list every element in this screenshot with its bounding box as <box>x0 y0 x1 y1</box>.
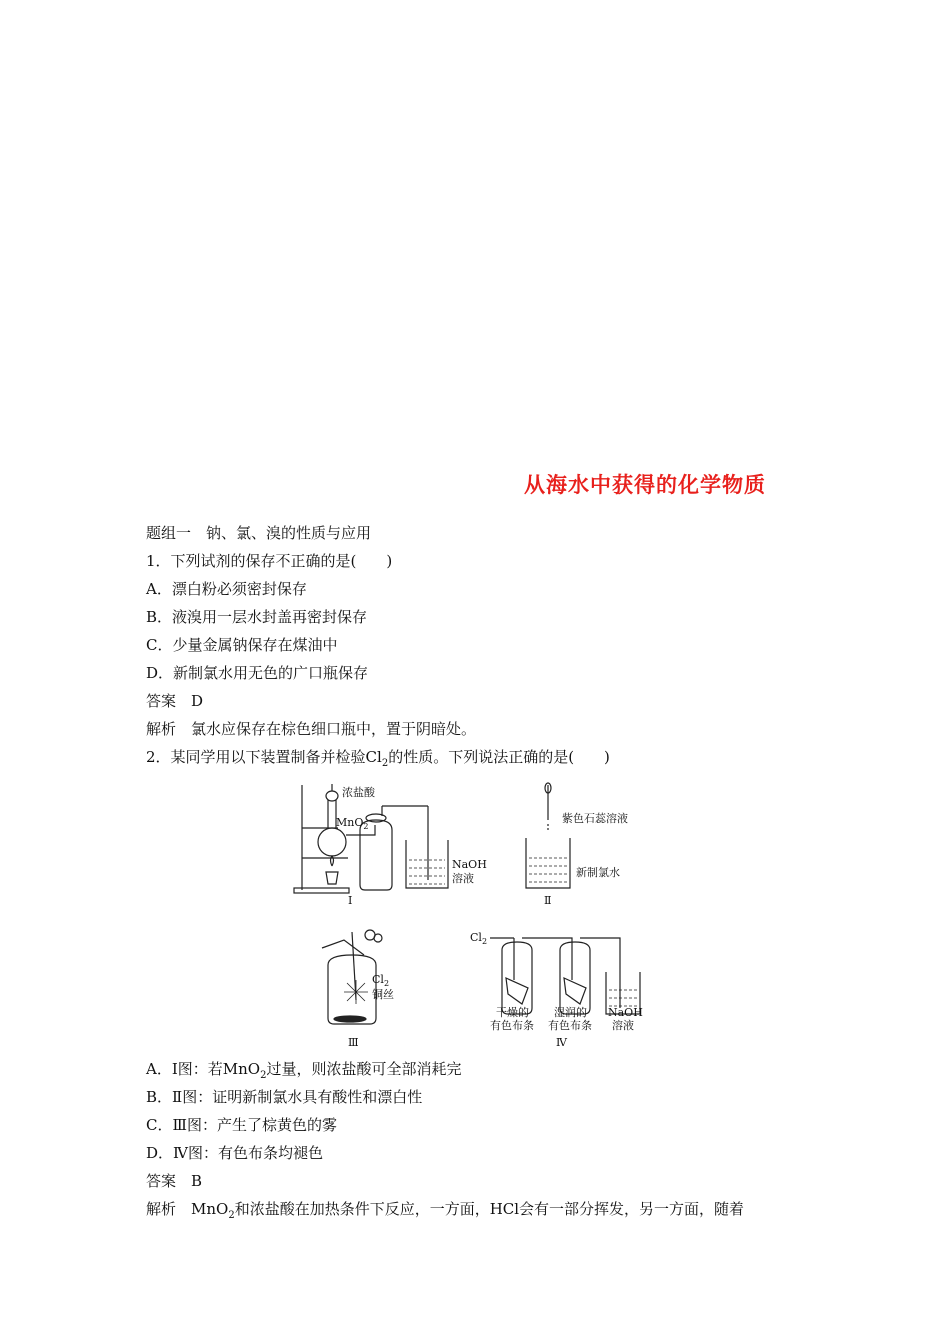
label-naoh-2b: 溶液 <box>612 1019 634 1032</box>
label-fig-2: Ⅱ <box>544 894 552 907</box>
glass-plate <box>322 940 364 955</box>
burning-sparks <box>344 980 368 1004</box>
q2-stem: 2．某同学用以下装置制备并检验$Cl_2$的性质。下列说法正确的是( ) <box>146 748 610 769</box>
stopper-1 <box>366 814 386 822</box>
q2-answer: 答案 B <box>146 1172 203 1190</box>
section-heading: 题组一 钠、氯、溴的性质与应用 <box>146 524 372 542</box>
beaker-2 <box>526 838 570 888</box>
alcohol-lamp <box>326 872 338 884</box>
apparatus-diagram <box>290 780 660 1050</box>
label-naoh-2: NaOH <box>608 1006 643 1019</box>
label-litmus: 紫色石蕊溶液 <box>562 812 628 825</box>
dry-cloth-strip <box>506 978 528 1004</box>
page-title: 从海水中获得的化学物质 <box>524 473 766 497</box>
q1-option-a: A．漂白粉必须密封保存 <box>146 580 307 598</box>
q2-option-c: C．Ⅲ图：产生了棕黄色的雾 <box>146 1116 337 1134</box>
gas-jar-3 <box>328 955 376 1024</box>
label-wet-a: 湿润的 <box>554 1006 587 1019</box>
q1-option-b: B．液溴用一层水封盖再密封保存 <box>146 608 368 626</box>
label-hydrochloric-acid: 浓盐酸 <box>342 786 375 799</box>
q2-option-b: B．Ⅱ图：证明新制氯水具有酸性和漂白性 <box>146 1088 423 1106</box>
q1-stem: 1．下列试剂的保存不正确的是( ) <box>146 552 393 570</box>
label-dry-a: 干燥的 <box>496 1006 529 1019</box>
q2-analysis: 解析 MnO$_2$和浓盐酸在加热条件下反应，一方面，HCl会有一部分挥发，另一方面，随着 <box>146 1200 745 1221</box>
apparatus-figure <box>290 780 660 1050</box>
label-chlorine-water: 新制氯水 <box>576 866 620 879</box>
label-copper-wire: 铜丝 <box>372 988 394 1001</box>
q2-option-d: D．Ⅳ图：有色布条均褪色 <box>146 1144 324 1162</box>
wet-cloth-strip <box>564 978 586 1004</box>
q1-answer: 答案 D <box>146 692 204 710</box>
beaker-1 <box>406 840 448 888</box>
label-wet-b: 有色布条 <box>548 1019 592 1032</box>
connecting-tubes <box>514 938 620 1008</box>
label-cl2-3: $Cl_2$ <box>372 973 390 988</box>
label-fig-4: Ⅳ <box>556 1036 567 1049</box>
round-bottom-flask <box>318 828 346 856</box>
label-fig-3: Ⅲ <box>348 1036 359 1049</box>
q1-analysis: 解析 氯水应保存在棕色细口瓶中，置于阴暗处。 <box>146 720 477 738</box>
label-fig-1: Ⅰ <box>348 894 353 907</box>
label-cl2-4: $Cl_2$ <box>470 931 488 946</box>
label-naoh-1: NaOH <box>452 858 487 871</box>
q2-option-a: A．Ⅰ图：若MnO$_2$过量，则浓盐酸可全部消耗完 <box>146 1060 462 1081</box>
separatory-funnel <box>326 791 338 801</box>
q1-option-d: D．新制氯水用无色的广口瓶保存 <box>146 664 369 682</box>
label-mno2: MnO$_2$ <box>336 816 369 831</box>
label-naoh-1b: 溶液 <box>452 872 474 885</box>
label-dry-b: 有色布条 <box>490 1019 534 1032</box>
figure-labels <box>336 785 643 1049</box>
q1-option-c: C．少量金属钠保存在煤油中 <box>146 636 338 654</box>
